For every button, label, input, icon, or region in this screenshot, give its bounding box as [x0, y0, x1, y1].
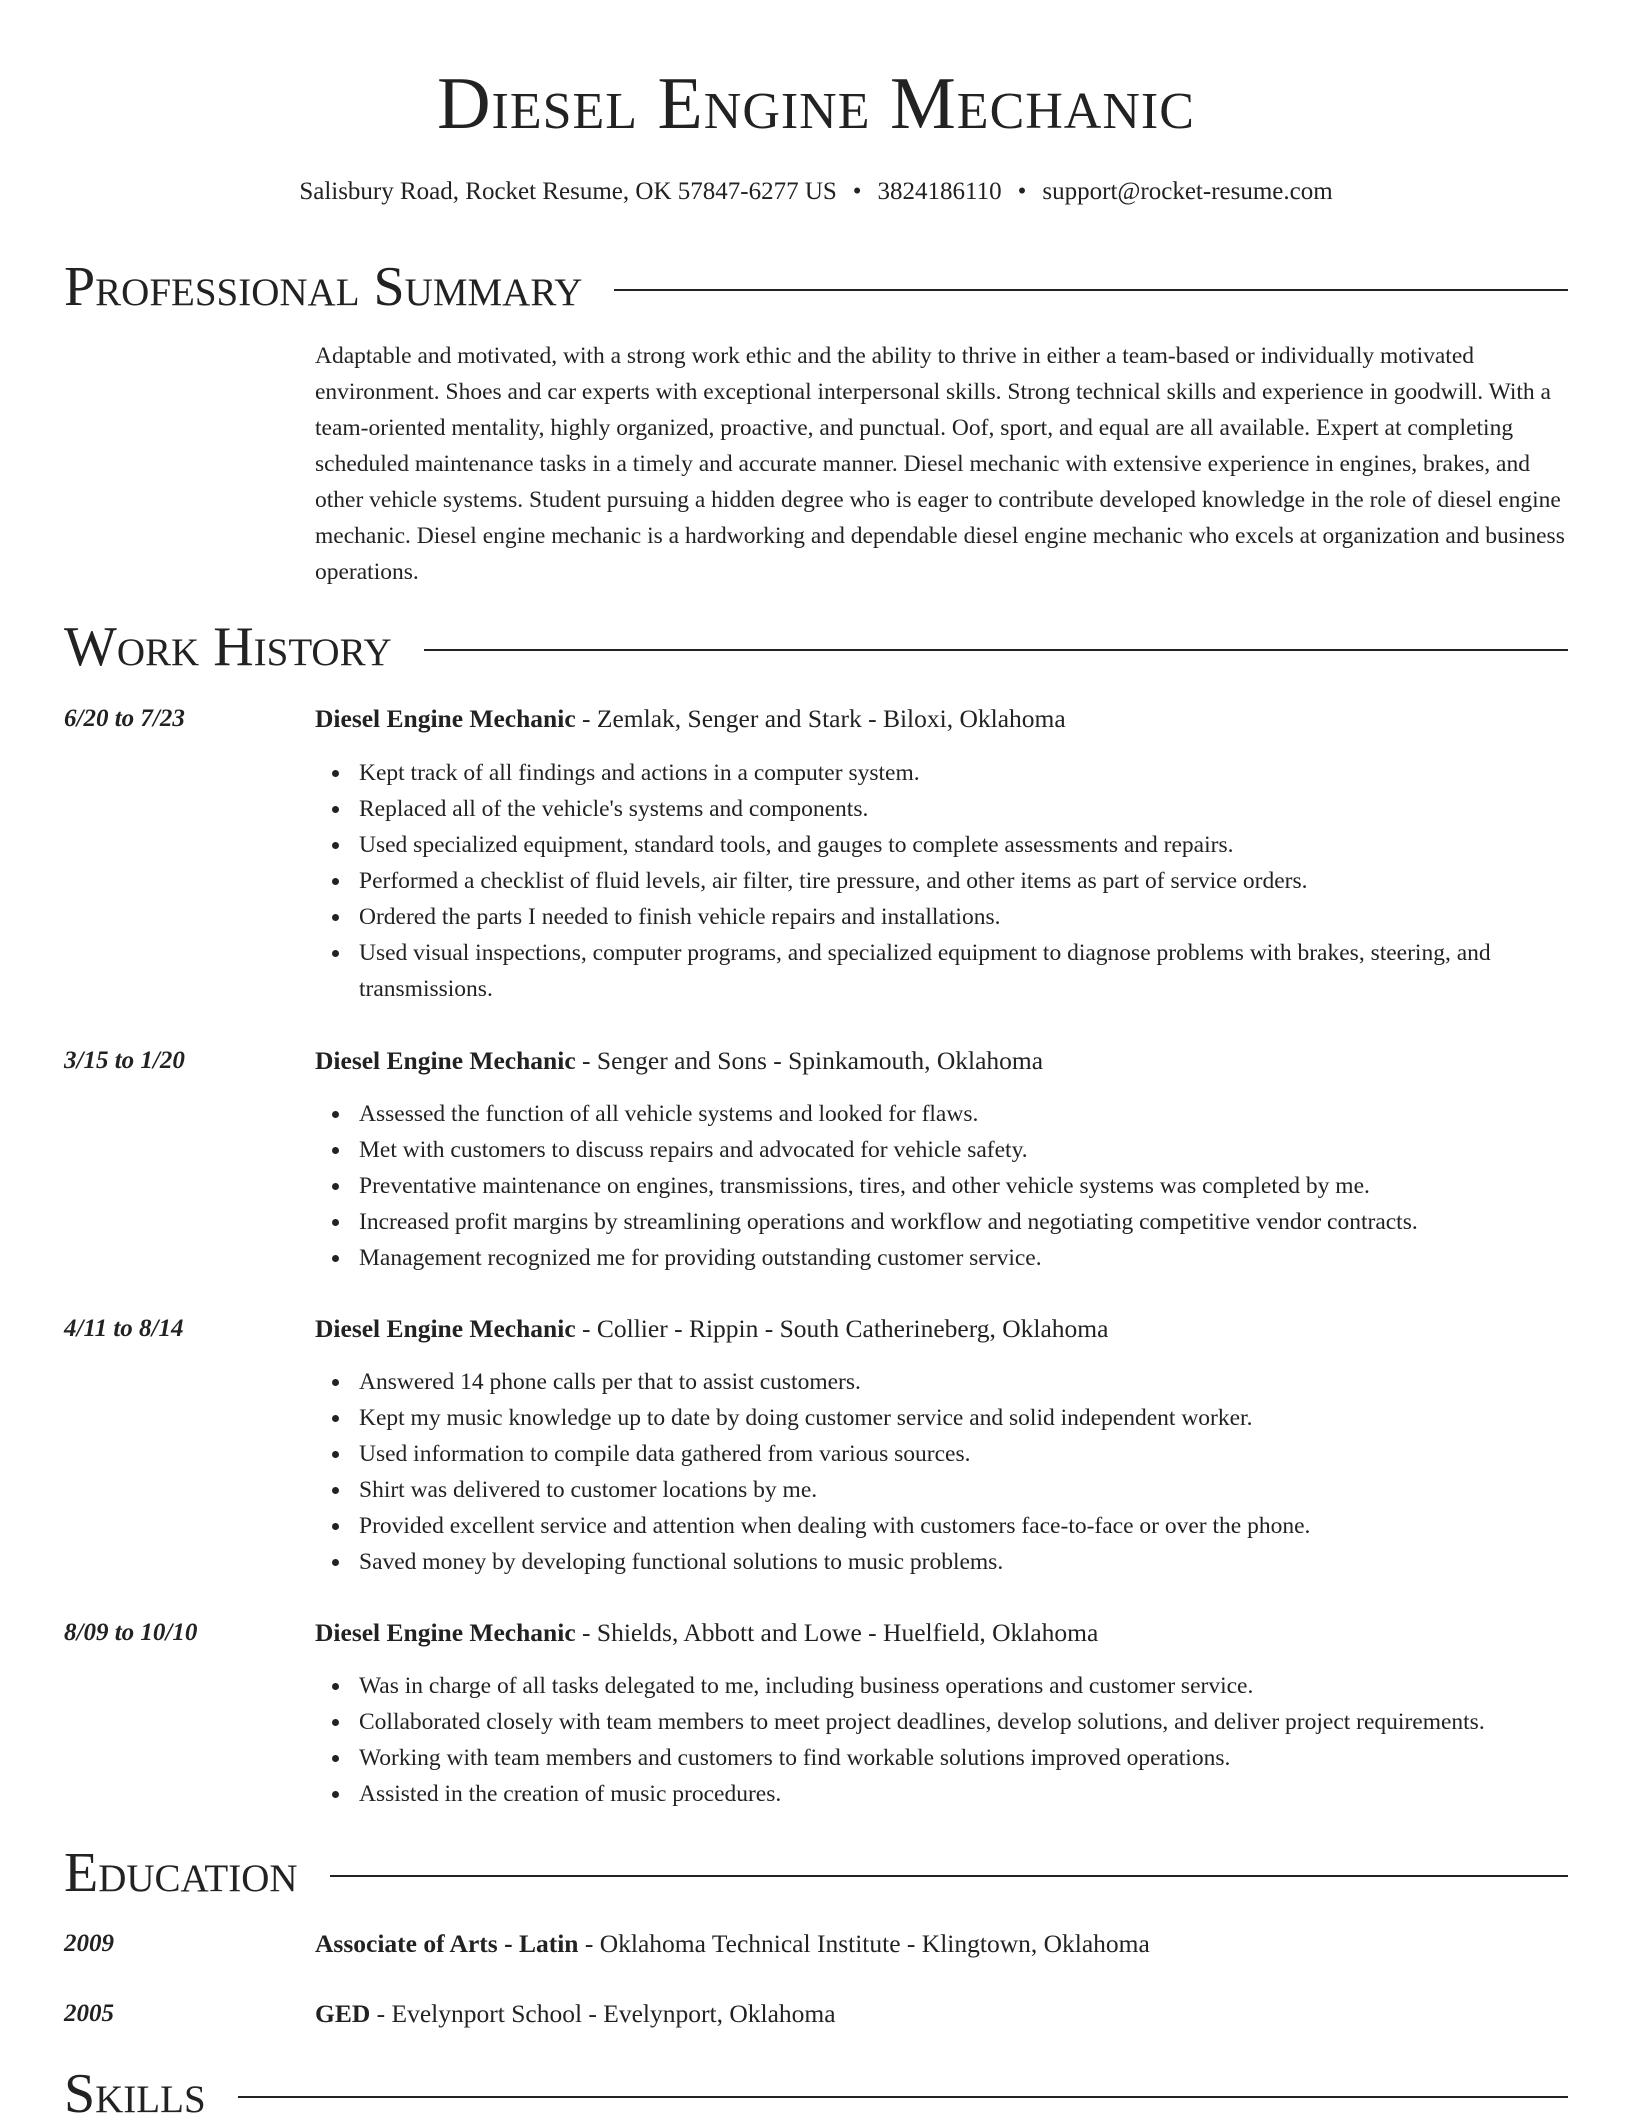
job-bullets [315, 1364, 1568, 1580]
job-bullet: Performed a checklist of fluid levels, air filter, tire pressure, and other items as part of service orders. [359, 863, 1568, 899]
section-skills-header [64, 2064, 1568, 2124]
job-bullets [315, 755, 1568, 1007]
job-role [315, 701, 1568, 737]
job-title: Diesel Engine Mechanic [315, 1314, 576, 1343]
section-education-header [64, 1843, 1568, 1903]
job-dates: 3/15 to 1/20 [64, 1047, 185, 1074]
job-details: - Collier - Rippin - South Catherineberg, Oklahoma [575, 1314, 1109, 1343]
education-role [315, 1926, 1568, 1962]
contact-phone: 3824186110 [877, 178, 1002, 205]
summary-text: Adaptable and motivated, with a strong work ethic and the ability to thrive in either a team-based or individually motivated environment. Shoes and car experts with exceptional interpersonal skills. Strong technical skills and experience in goodwill. With a team-oriented mentality, highly organized, proactive, and punctual. Oof, sport, and equal are all available. Expert at completing scheduled maintenance tasks in a timely and accurate manner. Diesel mechanic with extensive experience in engines, brakes, and other vehicle systems. Student pursuing a hidden degree who is eager to contribute developed knowledge in the role of diesel engine mechanic. Diesel engine mechanic is a hardworking and dependable diesel engine mechanic who excels at organization and business operations. [315, 343, 1565, 585]
education-year: 2005 [64, 2000, 114, 2027]
section-title: Education [64, 1842, 298, 1904]
job-bullet: Working with team members and customers to find workable solutions improved operations. [359, 1740, 1568, 1776]
job-bullet: Was in charge of all tasks delegated to me, including business operations and customer service. [359, 1668, 1568, 1704]
job-details: - Shields, Abbott and Lowe - Huelfield, Oklahoma [575, 1618, 1099, 1647]
job-bullet: Used visual inspections, computer programs, and specialized equipment to diagnose problems with brakes, steering, and transmissions. [359, 935, 1568, 1007]
section-title: Work History [64, 616, 392, 678]
job-bullets [315, 1668, 1568, 1812]
contact-email: support@rocket-resume.com [1042, 178, 1333, 205]
job-title: Diesel Engine Mechanic [315, 1618, 576, 1647]
job-bullet: Replaced all of the vehicle's systems and components. [359, 791, 1568, 827]
education-year: 2009 [64, 1930, 114, 1957]
job-title: Diesel Engine Mechanic [315, 1046, 576, 1075]
job-bullet: Collaborated closely with team members to meet project deadlines, develop solutions, and deliver project requirements. [359, 1704, 1568, 1740]
job-bullet: Saved money by developing functional solutions to music problems. [359, 1544, 1568, 1580]
section-title: Professional Summary [64, 256, 583, 318]
education-degree: GED [315, 1999, 371, 2028]
job-bullet: Used specialized equipment, standard tools, and gauges to complete assessments and repairs. [359, 827, 1568, 863]
job-bullet: Ordered the parts I needed to finish vehicle repairs and installations. [359, 899, 1568, 935]
job-bullet: Assessed the function of all vehicle systems and looked for flaws. [359, 1096, 1568, 1132]
job-role [315, 1043, 1568, 1079]
job-bullet: Answered 14 phone calls per that to assist customers. [359, 1364, 1568, 1400]
section-rule [614, 289, 1568, 291]
job-dates: 6/20 to 7/23 [64, 705, 185, 732]
job-bullet: Kept my music knowledge up to date by doing customer service and solid independent worker. [359, 1400, 1568, 1436]
job-bullet: Assisted in the creation of music procedures. [359, 1776, 1568, 1812]
job-bullet: Preventative maintenance on engines, transmissions, tires, and other vehicle systems was completed by me. [359, 1168, 1568, 1204]
job-dates: 8/09 to 10/10 [64, 1619, 198, 1646]
contact-line [0, 176, 1632, 208]
section-summary-header [64, 257, 1568, 317]
job-bullet: Met with customers to discuss repairs and advocated for vehicle safety. [359, 1132, 1568, 1168]
job-role [315, 1615, 1568, 1651]
contact-address: Salisbury Road, Rocket Resume, OK 57847-6277 US [299, 178, 837, 205]
candidate-name: Diesel Engine Mechanic [437, 63, 1195, 145]
job-bullet: Kept track of all findings and actions in a computer system. [359, 755, 1568, 791]
education-details: - Oklahoma Technical Institute - Klingtown, Oklahoma [578, 1929, 1150, 1958]
section-title: Skills [64, 2063, 206, 2125]
job-bullet: Shirt was delivered to customer locations by me. [359, 1472, 1568, 1508]
job-bullet: Increased profit margins by streamlining operations and workflow and negotiating competitive vendor contracts. [359, 1204, 1568, 1240]
job-details: - Zemlak, Senger and Stark - Biloxi, Oklahoma [575, 704, 1066, 733]
education-details: - Evelynport School - Evelynport, Oklahoma [370, 1999, 836, 2028]
job-bullet: Used information to compile data gathered from various sources. [359, 1436, 1568, 1472]
section-rule [424, 649, 1568, 651]
job-bullets [315, 1096, 1568, 1276]
section-work-header [64, 617, 1568, 677]
contact-separator: • [852, 178, 862, 205]
education-degree: Associate of Arts - Latin [315, 1929, 579, 1958]
section-rule [330, 1875, 1568, 1877]
job-bullet: Provided excellent service and attention when dealing with customers face-to-face or over the phone. [359, 1508, 1568, 1544]
job-details: - Senger and Sons - Spinkamouth, Oklahoma [575, 1046, 1044, 1075]
job-role [315, 1311, 1568, 1347]
section-rule [238, 2096, 1568, 2098]
education-role [315, 1996, 1568, 2032]
contact-separator: • [1017, 178, 1027, 205]
job-bullet: Management recognized me for providing outstanding customer service. [359, 1240, 1568, 1276]
job-dates: 4/11 to 8/14 [64, 1315, 184, 1342]
job-title: Diesel Engine Mechanic [315, 704, 576, 733]
